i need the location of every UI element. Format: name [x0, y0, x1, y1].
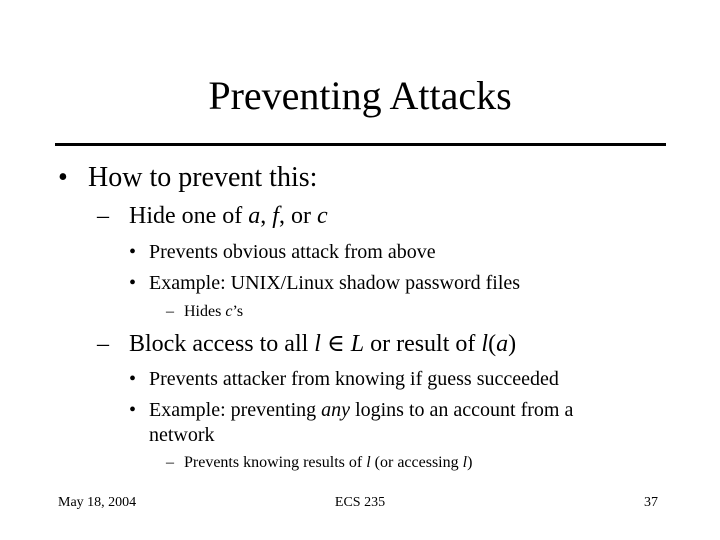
bullet-text: Prevents knowing results of — [184, 454, 367, 471]
bullet-text: Prevents obvious attack from above — [149, 241, 436, 263]
dash-marker: – — [97, 203, 109, 229]
bullet-text: ’s — [232, 303, 244, 320]
title-divider — [55, 143, 666, 146]
bullet-prevents-obvious — [129, 240, 436, 264]
bullet-text: (or accessing — [370, 454, 463, 471]
bullet-example-shadow — [129, 271, 520, 295]
bullet-marker: • — [129, 272, 137, 294]
bullet-text: or result of — [364, 331, 482, 357]
bullet-block-access — [97, 330, 516, 358]
slide-title: Preventing Attacks — [208, 73, 512, 118]
bullet-prevents-attacker — [129, 367, 559, 391]
bullet-marker: • — [129, 368, 137, 390]
var-l: l — [366, 454, 371, 471]
paren: ( — [488, 331, 497, 357]
bullet-text: network — [149, 424, 215, 446]
separator: , — [260, 203, 273, 229]
var-a: a — [248, 203, 261, 229]
var-c: c — [316, 203, 328, 229]
dash-marker: – — [166, 454, 174, 471]
bullet-marker: • — [58, 162, 68, 193]
emphasis-any: any — [321, 399, 351, 421]
footer-date: May 18, 2004 — [58, 495, 137, 510]
dash-marker: – — [166, 303, 174, 320]
bullet-how-to-prevent — [58, 162, 317, 194]
var-c: c — [225, 303, 233, 320]
bullet-text: Block access to all — [129, 331, 315, 357]
var-l: l — [481, 331, 489, 357]
bullet-text: Example: preventing — [149, 399, 322, 421]
bullet-text: Hides — [184, 303, 226, 320]
separator: , or — [278, 203, 317, 229]
dash-marker: – — [97, 331, 109, 357]
bullet-example-continuation — [149, 423, 215, 447]
footer-course: ECS 235 — [334, 495, 386, 510]
bullet-marker: • — [129, 399, 137, 421]
bullet-text: ) — [467, 454, 473, 471]
bullet-text: Hide one of — [129, 203, 249, 229]
bullet-hides-c — [166, 302, 243, 322]
var-f: f — [272, 203, 279, 229]
bullet-text: Example: UNIX/Linux shadow password files — [149, 272, 521, 294]
bullet-text: logins to an account from a — [350, 399, 574, 421]
bullet-example-preventing — [129, 398, 573, 422]
var-l: l — [462, 454, 468, 471]
bullet-marker: • — [129, 241, 137, 263]
bullet-prevents-knowing — [166, 453, 472, 473]
footer-page-number: 37 — [644, 495, 658, 510]
element-of-symbol: ∈ — [320, 331, 351, 357]
var-L: L — [350, 331, 365, 357]
bullet-text: Prevents attacker from knowing if guess succeeded — [149, 368, 559, 390]
paren: ) — [508, 331, 517, 357]
var-a: a — [496, 331, 509, 357]
bullet-text: How to prevent this: — [88, 162, 318, 193]
bullet-hide-one — [97, 202, 328, 230]
var-l: l — [314, 331, 321, 357]
